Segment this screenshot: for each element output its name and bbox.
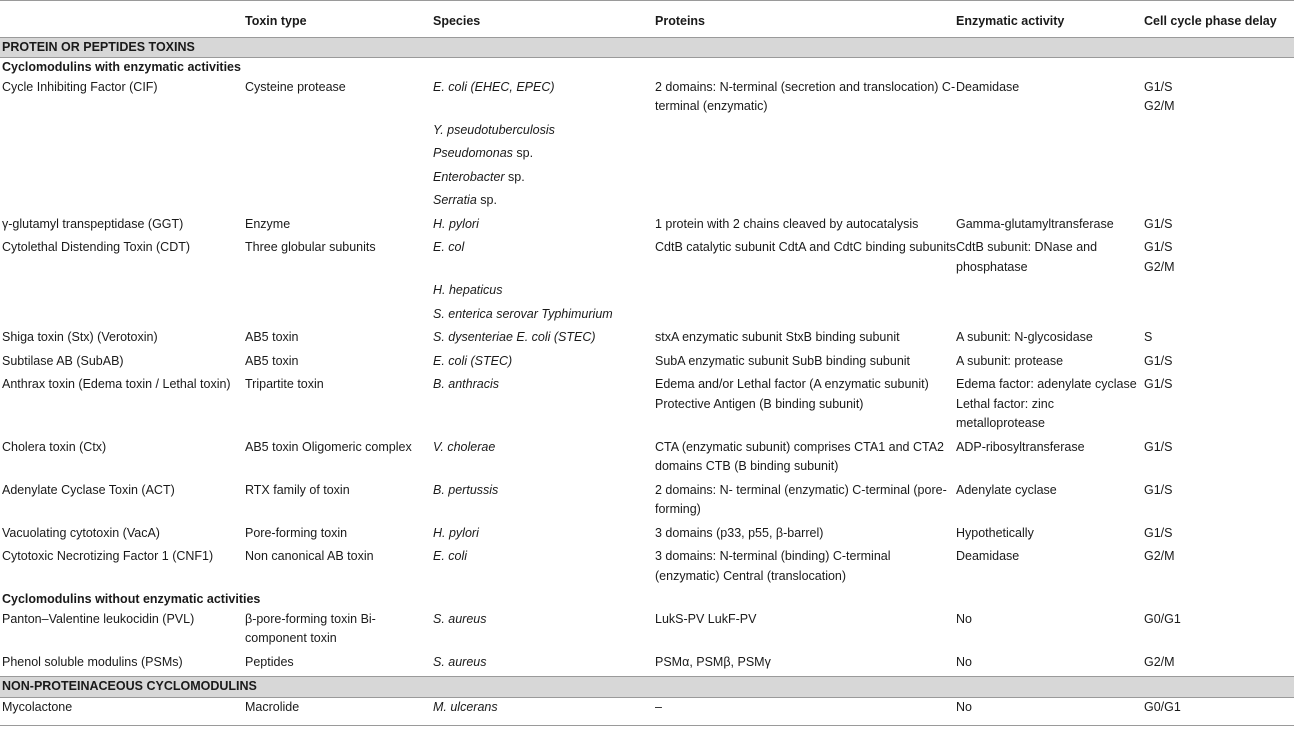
- toxin-activity: Gamma-glutamyltransferase: [956, 216, 1114, 231]
- table-row: [0, 215, 1294, 239]
- toxin-activity: Deamidase: [956, 549, 1020, 563]
- toxin-type: Three globular subunits: [245, 240, 376, 254]
- toxin-activity: No: [956, 611, 972, 626]
- toxin-activity: Hypothetically: [956, 525, 1034, 540]
- toxin-name: Shiga toxin (Stx) (Verotoxin): [2, 330, 158, 344]
- column-header-species: Species: [433, 14, 481, 28]
- toxin-activity: Edema factor: adenylate cyclase Lethal factor: zinc metalloprotease: [956, 377, 1137, 430]
- toxin-type: AB5 toxin: [245, 330, 299, 344]
- toxin-phase: G1/S: [1144, 482, 1173, 497]
- toxin-type: Pore-forming toxin: [245, 525, 348, 540]
- toxin-name: Cytotoxic Necrotizing Factor 1 (CNF1): [2, 549, 214, 563]
- toxin-species: E. col: [433, 240, 465, 254]
- toxin-species: E. coli (STEC): [433, 353, 513, 368]
- toxin-proteins: 3 domains (p33, p55, β-barrel): [655, 525, 824, 540]
- header-row: [0, 1, 1294, 38]
- species-suffix: sp.: [476, 193, 497, 207]
- species-genus: Pseudomonas: [433, 146, 513, 160]
- toxin-proteins: Edema and/or Lethal factor (A enzymatic subunit) Protective Antigen (B binding subunit): [655, 377, 929, 411]
- toxin-name: Panton–Valentine leukocidin (PVL): [2, 611, 195, 626]
- toxin-type: Tripartite toxin: [245, 377, 324, 391]
- toxin-species: V. cholerae: [433, 439, 496, 454]
- section-header-row: [0, 37, 1294, 58]
- toxin-phase: G0/G1: [1144, 611, 1181, 626]
- toxin-phase: G1/S: [1144, 216, 1173, 231]
- toxin-type: Non canonical AB toxin: [245, 549, 374, 563]
- table-row-continuation: [0, 144, 1294, 168]
- toxin-proteins: –: [655, 699, 662, 714]
- toxin-proteins: 1 protein with 2 chains cleaved by autocatalysis: [655, 216, 919, 231]
- table-row: [0, 481, 1294, 524]
- section-header-row: [0, 677, 1294, 698]
- toxin-activity: Adenylate cyclase: [956, 482, 1057, 497]
- table-row: [0, 438, 1294, 481]
- toxin-type: β-pore-forming toxin Bi-component toxin: [245, 611, 376, 645]
- toxin-phase: G1/S: [1144, 353, 1173, 368]
- table-row: [0, 524, 1294, 548]
- toxin-activity: A subunit: N-glycosidase: [956, 330, 1093, 344]
- column-header-enzymatic-activity: Enzymatic activity: [956, 14, 1065, 28]
- toxin-name: Mycolactone: [2, 699, 73, 714]
- toxin-proteins: PSMα, PSMβ, PSMγ: [655, 654, 771, 669]
- toxin-proteins: LukS-PV LukF-PV: [655, 611, 757, 626]
- column-header-toxin-type: Toxin type: [245, 14, 307, 28]
- toxin-activity: A subunit: protease: [956, 353, 1064, 368]
- table-row: [0, 328, 1294, 352]
- toxin-activity: ADP-ribosyltransferase: [956, 439, 1085, 454]
- toxin-species: E. coli: [433, 549, 468, 563]
- column-header-proteins: Proteins: [655, 14, 706, 28]
- subsection-without-enzymatic: Cyclomodulins without enzymatic activities: [2, 592, 261, 606]
- toxin-name: Phenol soluble modulins (PSMs): [2, 654, 183, 669]
- toxin-name: Cytolethal Distending Toxin (CDT): [2, 240, 191, 254]
- toxin-proteins: CTA (enzymatic subunit) comprises CTA1 and CTA2 domains CTB (B binding subunit): [655, 439, 944, 473]
- toxin-proteins: CdtB catalytic subunit CdtA and CdtC binding subunits: [655, 240, 956, 254]
- species-suffix: sp.: [504, 169, 525, 184]
- toxin-species: S. enterica serovar Typhimurium: [433, 306, 613, 321]
- subsection-row: [0, 58, 1294, 78]
- toxin-proteins: 3 domains: N-terminal (binding) C-terminal (enzymatic) Central (translocation): [655, 549, 891, 583]
- toxin-type: AB5 toxin Oligomeric complex: [245, 439, 412, 454]
- section-non-proteinaceous: NON-PROTEINACEOUS CYCLOMODULINS: [0, 677, 1294, 698]
- subsection-with-enzymatic: Cyclomodulins with enzymatic activities: [2, 60, 241, 74]
- toxin-name: Cholera toxin (Ctx): [2, 439, 107, 454]
- section-protein-toxins: PROTEIN OR PEPTIDES TOXINS: [0, 37, 1294, 58]
- toxin-activity: CdtB subunit: DNase and phosphatase: [956, 240, 1098, 274]
- table-row: [0, 610, 1294, 653]
- toxin-phase: G2/M: [1144, 654, 1175, 669]
- toxin-species: B. anthracis: [433, 377, 500, 391]
- toxin-activity: Deamidase: [956, 79, 1020, 94]
- toxin-proteins: 2 domains: N- terminal (enzymatic) C-terminal (pore-forming): [655, 482, 947, 516]
- toxin-name: Adenylate Cyclase Toxin (ACT): [2, 482, 175, 497]
- species-genus: Serratia: [433, 193, 477, 207]
- toxin-phase: G2/M: [1144, 549, 1175, 563]
- toxin-activity: No: [956, 699, 972, 714]
- table-row: [0, 78, 1294, 121]
- table-row-continuation: [0, 281, 1294, 305]
- table-row: [0, 238, 1294, 281]
- species-genus: Enterobacter: [433, 169, 505, 184]
- toxin-species: [433, 168, 655, 192]
- toxin-phase: G0/G1: [1144, 699, 1181, 714]
- toxin-type: Cysteine protease: [245, 79, 346, 94]
- toxin-phase: G1/S G2/M: [1144, 79, 1175, 113]
- toxin-species: [433, 144, 655, 168]
- toxin-phase: S: [1144, 330, 1153, 344]
- toxin-species: S. aureus: [433, 611, 487, 626]
- toxin-name: Subtilase AB (SubAB): [2, 353, 124, 368]
- toxin-name: Anthrax toxin (Edema toxin / Lethal toxin): [2, 377, 231, 391]
- table-row-continuation: [0, 121, 1294, 145]
- table-row: [0, 653, 1294, 677]
- toxin-name: Vacuolating cytotoxin (VacA): [2, 525, 160, 540]
- toxin-type: Peptides: [245, 654, 294, 669]
- column-header-name: [0, 1, 245, 38]
- toxin-proteins: stxA enzymatic subunit StxB binding subunit: [655, 330, 900, 344]
- toxin-name: Cycle Inhibiting Factor (CIF): [2, 79, 158, 94]
- table-row: [0, 352, 1294, 376]
- toxin-species: S. aureus: [433, 654, 487, 669]
- toxin-type: Enzyme: [245, 216, 291, 231]
- table-row: [0, 375, 1294, 438]
- species-suffix: sp.: [512, 146, 534, 160]
- subsection-row: [0, 590, 1294, 610]
- table-row: [0, 697, 1294, 726]
- toxin-species: H. hepaticus: [433, 283, 503, 297]
- toxin-species: H. pylori: [433, 525, 479, 540]
- toxin-species: H. pylori: [433, 216, 479, 231]
- toxin-species: Y. pseudotuberculosis: [433, 122, 555, 137]
- toxin-species: B. pertussis: [433, 482, 499, 497]
- toxin-phase: G1/S G2/M: [1144, 240, 1175, 274]
- toxin-name: γ-glutamyl transpeptidase (GGT): [2, 216, 184, 231]
- toxin-species: S. dysenteriae E. coli (STEC): [433, 330, 596, 344]
- toxin-activity: No: [956, 654, 972, 669]
- toxin-type: Macrolide: [245, 699, 300, 714]
- toxin-species: E. coli (EHEC, EPEC): [433, 79, 555, 94]
- toxin-species: [433, 191, 655, 215]
- toxin-phase: G1/S: [1144, 525, 1173, 540]
- toxin-type: RTX family of toxin: [245, 482, 350, 497]
- toxin-phase: G1/S: [1144, 377, 1173, 391]
- column-header-cell-cycle-phase: Cell cycle phase delay: [1144, 14, 1277, 28]
- toxin-type: AB5 toxin: [245, 353, 299, 368]
- toxin-proteins: SubA enzymatic subunit SubB binding subunit: [655, 353, 911, 368]
- toxin-phase: G1/S: [1144, 439, 1173, 454]
- toxin-species: M. ulcerans: [433, 699, 498, 714]
- table-row-continuation: [0, 168, 1294, 192]
- table-row: [0, 547, 1294, 590]
- toxin-proteins: 2 domains: N-terminal (secretion and translocation) C-terminal (enzymatic): [655, 79, 956, 113]
- table-row-continuation: [0, 191, 1294, 215]
- table-row-continuation: [0, 305, 1294, 329]
